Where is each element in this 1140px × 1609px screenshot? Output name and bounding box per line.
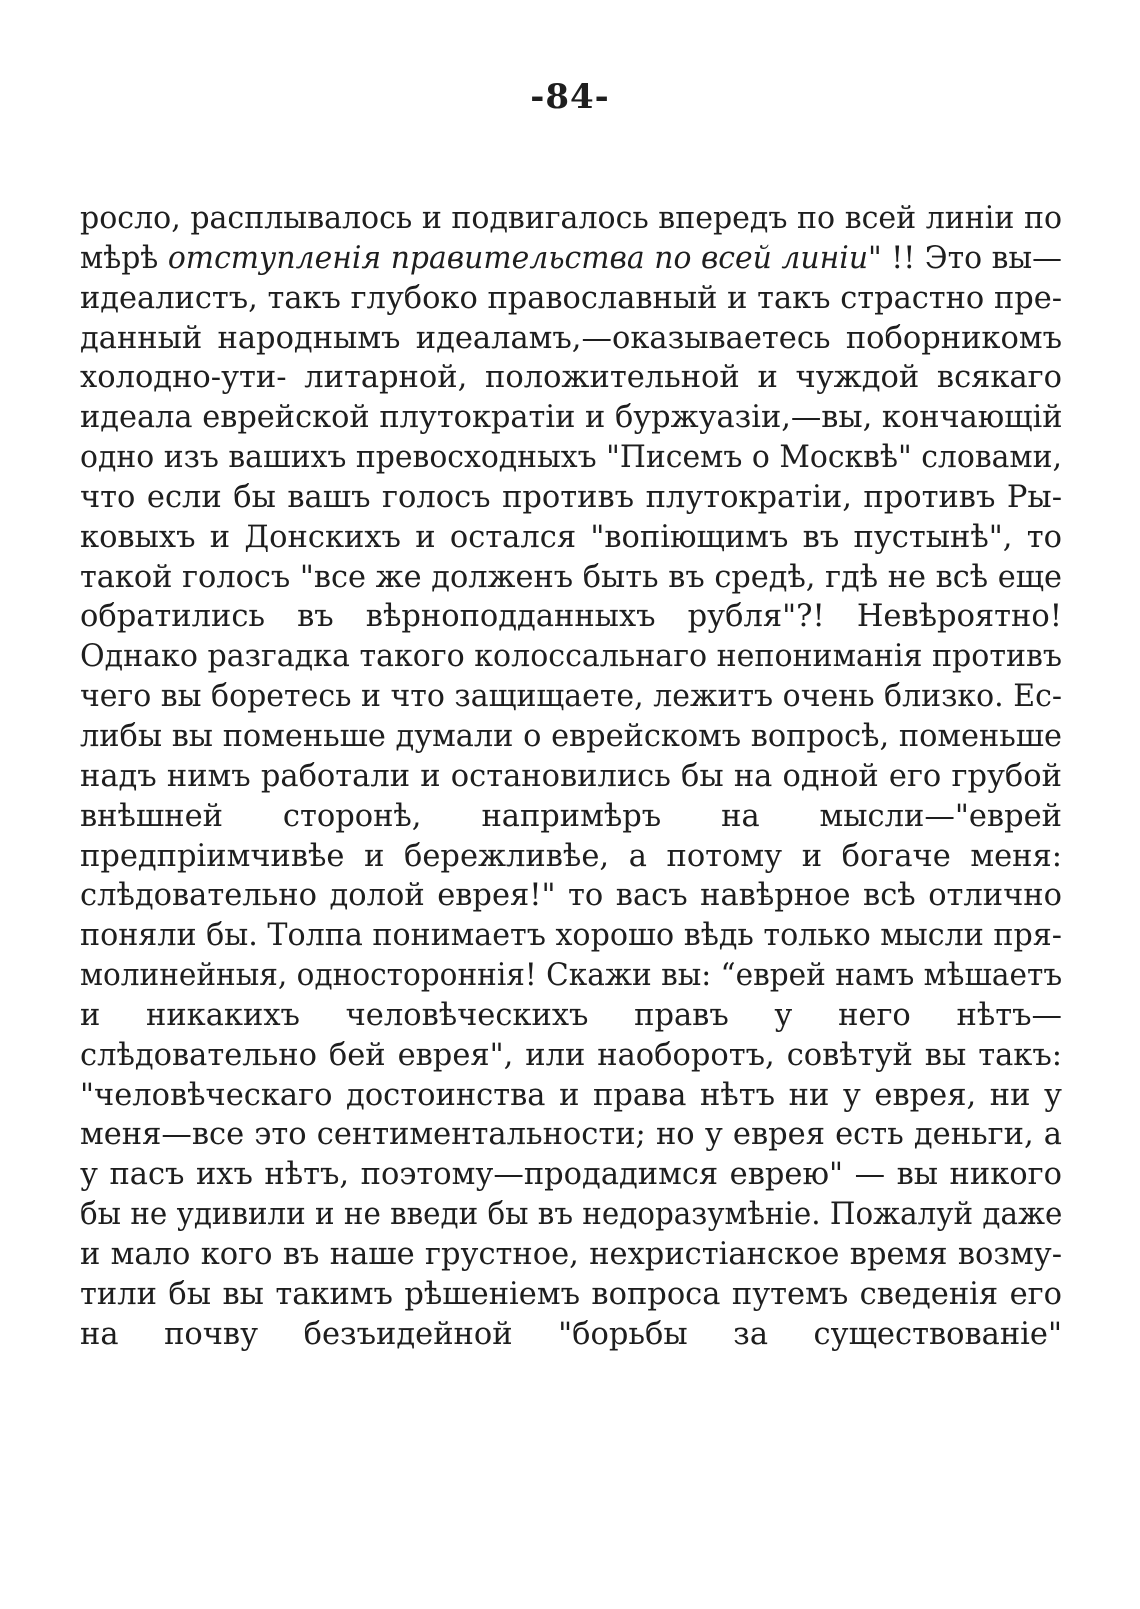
text-line: слѣдовательно долой еврея!" то васъ навѣрное всѣ отлично <box>80 878 1062 914</box>
text-span: " !! Это вы— <box>868 240 1062 276</box>
body-text <box>80 199 1062 1354</box>
text-line: такой голосъ "все же долженъ быть въ средѣ, гдѣ не всѣ еще <box>80 559 1062 595</box>
text-line: меня—все это сентиментальности; но у еврея есть деньги, а <box>80 1117 1062 1153</box>
text-line: на почву безъидейной "борьбы за существованіе" <box>80 1316 1062 1352</box>
text-line: предпріимчивѣе и бережливѣе, а потому и богаче меня: <box>80 838 1062 874</box>
page-number: -84- <box>530 77 610 117</box>
text-line: идеалистъ, такъ глубоко православный и такъ страстно пре- <box>80 280 1063 316</box>
text-line: идеала еврейской плутократіи и буржуазіи,—вы, кончающій <box>80 400 1063 436</box>
text-line: обратились въ вѣрноподданныхъ рубля"?! Невѣроятно! <box>80 599 1062 635</box>
text-line: Однако разгадка такого колоссальнаго непониманія противъ <box>80 639 1063 675</box>
text-line: либы вы поменьше думали о еврейскомъ вопросѣ, поменьше <box>80 718 1062 754</box>
text-line: одно изъ вашихъ превосходныхъ "Писемъ о Москвѣ" словами, <box>80 440 1063 476</box>
text-line: "человѣческаго достоинства и права нѣтъ ни у еврея, ни у <box>80 1077 1062 1113</box>
text-line: и никакихъ человѣческихъ правъ у него нѣтъ— <box>80 997 1062 1033</box>
text-line: холодно-ути- литарной, положительной и чуждой всякаго <box>80 360 1062 396</box>
text-line: чего вы боретесь и что защищаете, лежитъ очень близко. Ес- <box>80 679 1062 715</box>
text-line: надъ нимъ работали и остановились бы на одной его грубой <box>80 758 1062 794</box>
text-line: росло, расплывалось и подвигалось впередъ по всей линіи по <box>80 201 1063 236</box>
text-line: и мало кого въ наше грустное, нехристіанское время возму- <box>80 1236 1062 1272</box>
italic-text: отступленія правительства по всей линіи <box>167 240 869 276</box>
text-line: что если бы вашъ голосъ противъ плутократіи, противъ Ры- <box>80 479 1062 515</box>
text-line: бы не удивили и не введи бы въ недоразумѣніе. Пожалуй даже <box>80 1197 1063 1233</box>
text-line: поняли бы. Толпа понимаетъ хорошо вѣдь только мысли пря- <box>80 918 1062 954</box>
text-line: внѣшней сторонѣ, напримѣръ на мысли—"еврей <box>80 798 1062 834</box>
text-line: тили бы вы такимъ рѣшеніемъ вопроса путемъ сведенія его <box>80 1276 1062 1312</box>
text-line <box>80 239 1062 279</box>
text-line: слѣдовательно бей еврея", или наоборотъ, совѣтуй вы такъ: <box>80 1037 1062 1073</box>
text-line: молинейныя, одностороннія! Скажи вы: “еврей намъ мѣшаетъ <box>80 958 1063 994</box>
text-line: ковыхъ и Донскихъ и остался "вопіющимъ въ пустынѣ", то <box>80 519 1062 555</box>
text-line: данный народнымъ идеаламъ,—оказываетесь поборникомъ <box>80 320 1062 356</box>
text-span: мѣрѣ <box>80 240 168 276</box>
text-line: у пасъ ихъ нѣтъ, поэтому—продадимся еврею" — вы никого <box>80 1157 1062 1193</box>
